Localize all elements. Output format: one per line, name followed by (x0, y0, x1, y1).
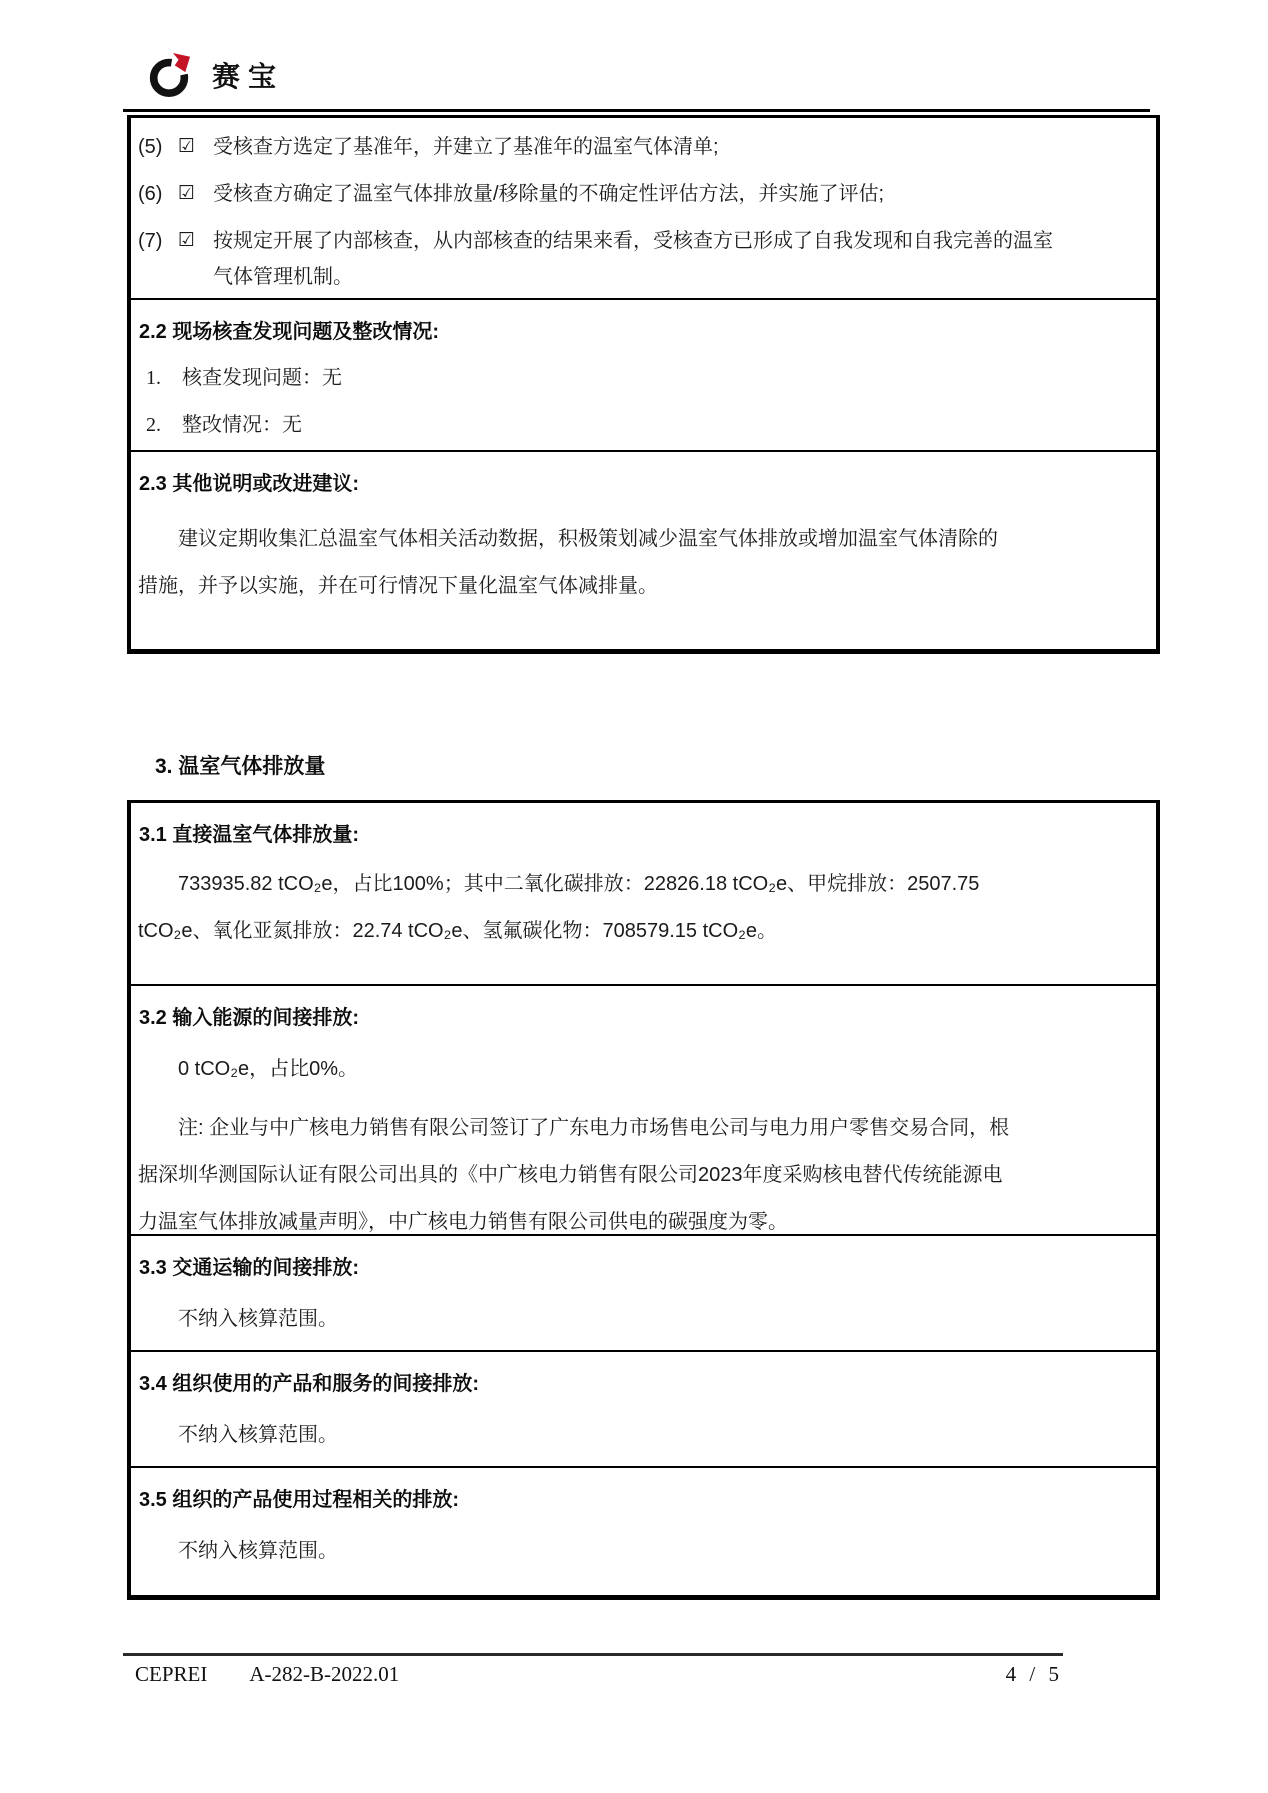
checked-checkbox-icon: ☑ (178, 230, 196, 251)
page-number: 4 / 5 (1005, 1662, 1063, 1686)
section-3-3-row (131, 1234, 1156, 1350)
section-title: 3.4 组织使用的产品和服务的间接排放: (139, 1373, 480, 1395)
item-number: (5) (138, 136, 163, 158)
item-number: 1. (146, 367, 161, 389)
paragraph: 不纳入核算范围。 (178, 1308, 338, 1330)
cepei-logo (146, 52, 284, 98)
section-title: 2.2 现场核查发现问题及整改情况: (139, 321, 440, 343)
item-text: 整改情况：无 (182, 414, 302, 436)
item-text: 受核查方确定了温室气体排放量/移除量的不确定性评估方法，并实施了评估; (213, 183, 885, 205)
footer (135, 1662, 1063, 1687)
section3-table (127, 800, 1160, 1600)
footer-org: CEPREI (135, 1662, 208, 1686)
checklist-row (131, 118, 1156, 298)
section-title: 3.3 交通运输的间接排放: (139, 1257, 360, 1279)
list-item (131, 366, 1156, 391)
section-title: 3.5 组织的产品使用过程相关的排放: (139, 1489, 460, 1511)
section-3-heading: 3. 温室气体排放量 (155, 755, 326, 778)
paragraph: 建议定期收集汇总温室气体相关活动数据，积极策划减少温室气体排放或增加温室气体清除的措施，并予以实施，并在可行情况下量化温室气体减排量。 (138, 528, 998, 597)
cepei-logo-icon (146, 52, 192, 98)
checklist-item (138, 176, 1056, 212)
item-number: (7) (138, 230, 163, 252)
item-text: 核查发现问题：无 (182, 367, 342, 389)
paragraph: 0 tCO₂e，占比0%。 (178, 1058, 359, 1080)
footer-doc-code: A-282-B-2022.01 (249, 1662, 400, 1686)
paragraph: 733935.82 tCO₂e，占比100%；其中二氧化碳排放：22826.18 tCO₂e、甲烷排放：2507.75 tCO₂e、氧化亚氮排放：22.74 tCO₂e、氢氟碳化物：708579.15 tCO₂e。 (138, 873, 980, 942)
checked-checkbox-icon: ☑ (178, 136, 196, 157)
item-number: (6) (138, 183, 163, 205)
paragraph: 注: 企业与中广核电力销售有限公司签订了广东电力市场售电公司与电力用户零售交易合同，根据深圳华测国际认证有限公司出具的《中广核电力销售有限公司2023年度采购核电替代传统能源电力温室气体排放减量声明》，中广核电力销售有限公司供电的碳强度为零。 (138, 1117, 1010, 1233)
section-title: 3.2 输入能源的间接排放: (139, 1007, 360, 1029)
item-text: 受核查方选定了基准年，并建立了基准年的温室气体清单; (213, 136, 719, 158)
item-text: 按规定开展了内部核查，从内部核查的结果来看，受核查方已形成了自我发现和自我完善的温室气体管理机制。 (213, 230, 1053, 288)
paragraph: 不纳入核算范围。 (178, 1424, 338, 1446)
section-3-2-row (131, 984, 1156, 1234)
checklist-item (138, 129, 1056, 165)
paragraph: 不纳入核算范围。 (178, 1540, 338, 1562)
checklist-item (138, 223, 1056, 295)
footer-divider (123, 1653, 1063, 1656)
section-title: 3.1 直接温室气体排放量: (139, 824, 360, 846)
section-3-4-row (131, 1350, 1156, 1466)
section-3-1-row (131, 803, 1156, 984)
item-number: 2. (146, 414, 161, 436)
section2-table (127, 115, 1160, 654)
list-item (131, 413, 1156, 438)
checked-checkbox-icon: ☑ (178, 183, 196, 204)
section-2-2-row (131, 298, 1156, 450)
logo-wordmark: 赛宝 (212, 62, 285, 93)
section-3-5-row (131, 1466, 1156, 1595)
section-title: 2.3 其他说明或改进建议: (139, 473, 360, 495)
section-2-3-row (131, 450, 1156, 649)
header-divider (123, 109, 1150, 112)
